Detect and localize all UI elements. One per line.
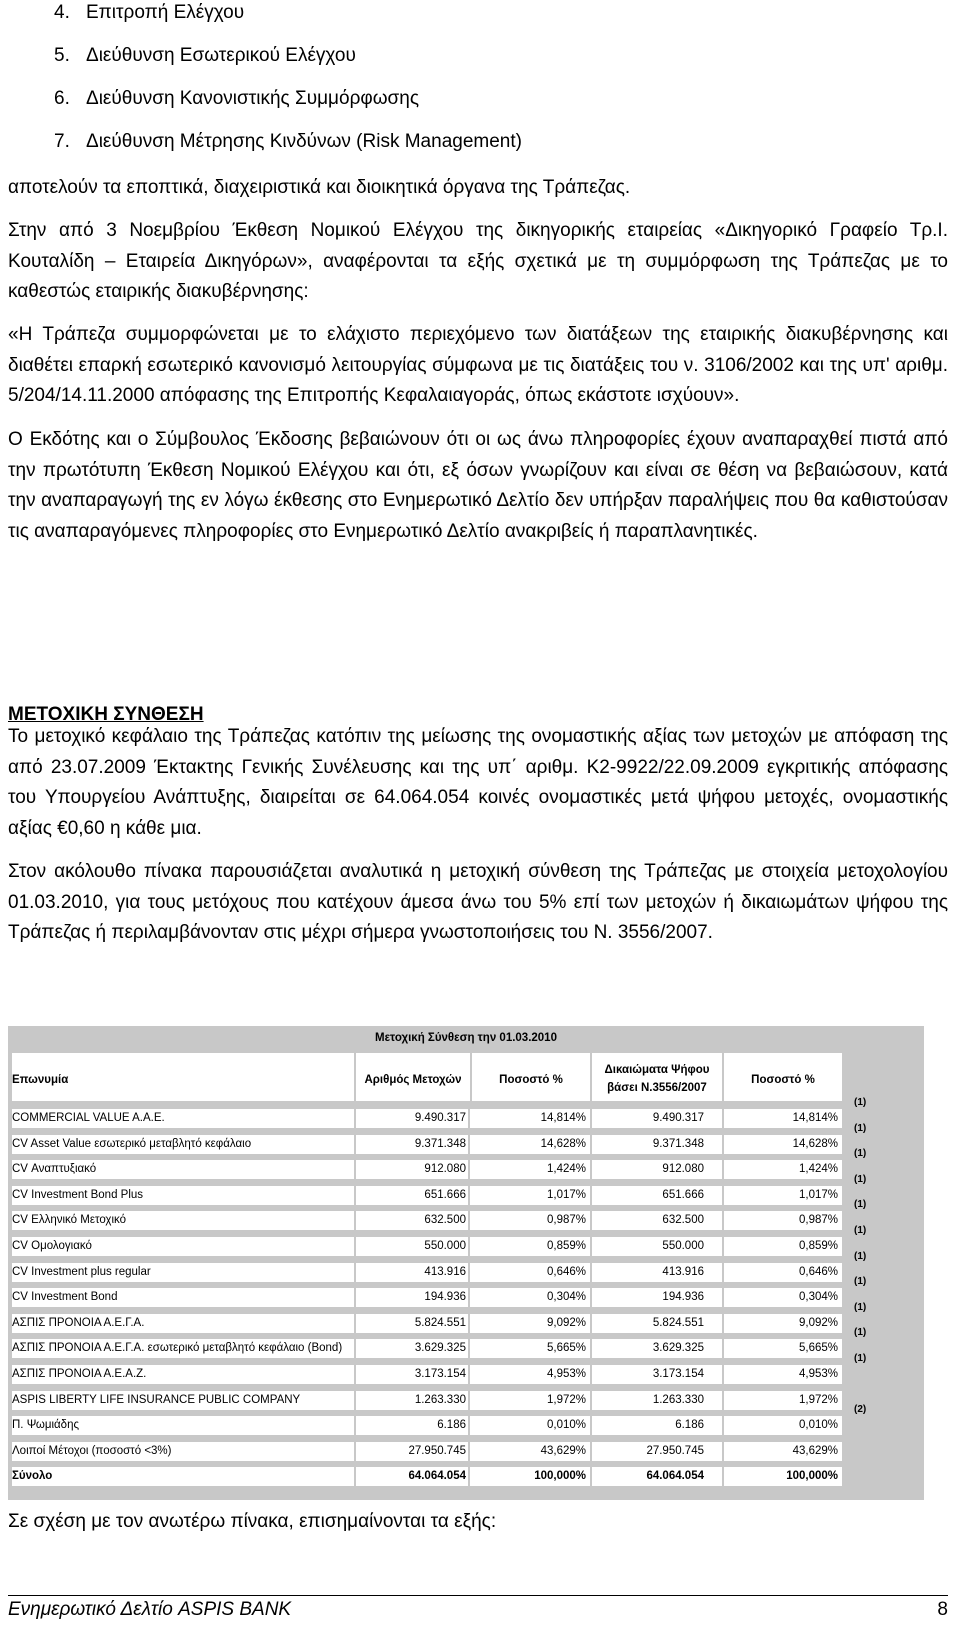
cell-votes: 9.490.317 bbox=[652, 1112, 704, 1124]
cell-pct: 5,665% bbox=[546, 1342, 586, 1355]
cell-votes: 194.936 bbox=[662, 1291, 704, 1304]
cell-votes: 9.371.348 bbox=[652, 1137, 704, 1150]
cell-pct2: 5,665% bbox=[798, 1342, 838, 1355]
footer-divider bbox=[8, 1595, 948, 1596]
cell-shares: 632.500 bbox=[424, 1214, 466, 1227]
cell-pct2: 14,814% bbox=[792, 1112, 838, 1124]
cell-pct: 14,814% bbox=[540, 1112, 586, 1124]
header-name: Επωνυμία bbox=[12, 1074, 69, 1086]
cell-votes: 1.263.330 bbox=[652, 1393, 704, 1406]
cell-pct: 1,017% bbox=[546, 1188, 586, 1201]
cell-shares: 550.000 bbox=[424, 1240, 466, 1252]
header-pct2: Ποσοστό % bbox=[751, 1074, 815, 1086]
table-row bbox=[8, 1148, 924, 1180]
footnote-marker: (1) bbox=[854, 1301, 867, 1313]
paragraph: Σε σχέση με τον ανωτέρω πίνακα, επισημαίνονται τα εξής: bbox=[8, 1511, 497, 1532]
cell-pct2: 0,010% bbox=[798, 1419, 838, 1432]
cell-pct: 0,646% bbox=[546, 1265, 586, 1278]
footnote-marker: (1) bbox=[854, 1122, 867, 1134]
list-item: 4. Επιτροπή Ελέγχου bbox=[54, 2, 245, 23]
footnote-marker: (2) bbox=[854, 1404, 867, 1416]
cell-shares: 6.186 bbox=[437, 1419, 466, 1432]
paragraph: Στην από 3 Νοεμβρίου Έκθεση Νομικού Ελέγχου της δικηγορικής εταιρείας «Δικηγορικό Γραφείο Τρ.Ι. Κουταλίδη – Εταιρεία Δικηγόρων», αναφέρονται τα εξής σχετικά με τη συμμόρφωση της Τράπεζας με το καθεστώς εταιρικής διακυβέρνησης: bbox=[8, 220, 948, 302]
cell-name: CV Investment Bond bbox=[12, 1291, 118, 1304]
section-heading: ΜΕΤΟΧΙΚΗ ΣΥΝΘΕΣΗ bbox=[8, 704, 204, 725]
paragraph: αποτελούν τα εποπτικά, διαχειριστικά και διοικητικά όργανα της Τράπεζας. bbox=[8, 177, 631, 198]
cell-name: COMMERCIAL VALUE A.A.E. bbox=[12, 1112, 165, 1124]
cell-pct: 0,859% bbox=[546, 1240, 586, 1252]
cell-shares: 194.936 bbox=[424, 1291, 466, 1304]
paragraph: Στον ακόλουθο πίνακα παρουσιάζεται αναλυτικά η μετοχική σύνθεση της Τράπεζας με στοιχεία μετοχολογίου 01.03.2010, για τους μετόχους που κατέχουν άμεσα άνω του 5% επί των μετοχών ή δικαιωμάτων ψήφου της Τράπεζας ή περιλαμβάνονταν στις μέχρι σήμερα γνωστοποιήσεις του Ν. 3556/2007. bbox=[8, 861, 948, 943]
table-row bbox=[8, 1097, 924, 1129]
table-row bbox=[8, 1250, 924, 1283]
table-row bbox=[8, 1173, 924, 1206]
header-pct: Ποσοστό % bbox=[499, 1074, 563, 1086]
footnote-marker: (1) bbox=[854, 1199, 867, 1211]
cell-shares: 3.629.325 bbox=[414, 1342, 466, 1355]
table-row bbox=[8, 1225, 924, 1257]
cell-votes: 64.064.054 bbox=[646, 1470, 704, 1483]
cell-votes: 413.916 bbox=[662, 1265, 704, 1278]
cell-shares: 9.490.317 bbox=[414, 1112, 466, 1124]
cell-name: ASPIS LIBERTY LIFE INSURANCE PUBLIC COMPANY bbox=[12, 1393, 301, 1406]
cell-pct2: 0,646% bbox=[798, 1265, 838, 1278]
cell-votes: 5.824.551 bbox=[652, 1316, 704, 1329]
cell-pct: 43,629% bbox=[540, 1444, 586, 1457]
footnote-marker: (1) bbox=[854, 1225, 867, 1236]
quote-paragraph: «Η Τράπεζα συμμορφώνεται με το ελάχιστο περιεχόμενο των διατάξεων της εταιρικής διακυβέρνησης και διαθέτει επαρκή εσωτερικό κανονισμό λειτουργίας σύμφωνα με τις διατάξεις του ν. 3106/2002 και της υπ' αριθμ. 5/204/14.11.2000 απόφασης της Επιτροπής Κεφαλαιαγοράς, όπως εκάστοτε ισχύουν». bbox=[8, 324, 948, 406]
table-row bbox=[8, 1353, 924, 1385]
cell-shares: 651.666 bbox=[424, 1188, 466, 1201]
list-item: 6. Διεύθυνση Κανονιστικής Συμμόρφωσης bbox=[54, 88, 419, 109]
cell-votes: 632.500 bbox=[662, 1214, 704, 1227]
cell-name: CV Αναπτυξιακό bbox=[12, 1163, 97, 1176]
table-row bbox=[8, 1389, 924, 1411]
cell-pct: 100,000% bbox=[534, 1470, 586, 1483]
cell-pct: 0,304% bbox=[546, 1291, 586, 1304]
cell-name: CV Investment plus regular bbox=[12, 1265, 151, 1278]
shareholder-table bbox=[8, 1026, 924, 1500]
cell-shares: 64.064.054 bbox=[408, 1470, 466, 1483]
cell-votes: 912.080 bbox=[662, 1163, 704, 1176]
table-row bbox=[8, 1276, 924, 1308]
cell-pct2: 1,017% bbox=[798, 1188, 838, 1201]
header-votes-line2: βάσει Ν.3556/2007 bbox=[607, 1082, 707, 1094]
table-row bbox=[8, 1199, 924, 1231]
cell-name: ΑΣΠΙΣ ΠΡΟΝΟΙΑ Α.Ε.Γ.Α. bbox=[12, 1316, 145, 1329]
table-row bbox=[8, 1122, 924, 1155]
cell-shares: 3.173.154 bbox=[414, 1368, 466, 1380]
cell-name: Π. Ψωμιάδης bbox=[12, 1419, 80, 1432]
cell-name: ΑΣΠΙΣ ΠΡΟΝΟΙΑ Α.Ε.Γ.Α. εσωτερικό μεταβλητό κεφάλαιο (Bond) bbox=[12, 1342, 343, 1355]
cell-name: CV Ελληνικό Μετοχικό bbox=[12, 1214, 127, 1227]
cell-pct2: 0,987% bbox=[798, 1214, 838, 1227]
cell-votes: 651.666 bbox=[662, 1188, 704, 1201]
cell-shares: 9.371.348 bbox=[414, 1137, 466, 1150]
cell-pct: 0,010% bbox=[546, 1419, 586, 1432]
list-item: 5. Διεύθυνση Εσωτερικού Ελέγχου bbox=[54, 45, 356, 66]
cell-votes: 550.000 bbox=[662, 1240, 704, 1252]
header-shares: Αριθμός Μετοχών bbox=[364, 1074, 462, 1086]
cell-shares: 1.263.330 bbox=[414, 1393, 466, 1406]
cell-votes: 6.186 bbox=[675, 1419, 704, 1432]
footnote-marker: (1) bbox=[854, 1250, 867, 1262]
cell-pct2: 14,628% bbox=[792, 1137, 838, 1150]
list-item: 7. Διεύθυνση Μέτρησης Κινδύνων (Risk Management) bbox=[54, 131, 522, 152]
cell-pct2: 1,972% bbox=[798, 1393, 838, 1406]
footnote-marker: (1) bbox=[854, 1148, 867, 1160]
cell-shares: 413.916 bbox=[424, 1265, 466, 1278]
cell-pct2: 100,000% bbox=[786, 1470, 838, 1483]
table-row bbox=[8, 1440, 924, 1462]
cell-votes: 3.629.325 bbox=[652, 1342, 704, 1355]
cell-name: Λοιποί Μέτοχοι (ποσοστό <3%) bbox=[12, 1444, 172, 1457]
cell-shares: 5.824.551 bbox=[414, 1316, 466, 1329]
header-votes-line1: Δικαιώματα Ψήφου bbox=[604, 1064, 710, 1076]
cell-pct: 0,987% bbox=[546, 1214, 586, 1227]
footnote-marker: (1) bbox=[854, 1327, 867, 1339]
cell-pct: 1,424% bbox=[546, 1163, 586, 1176]
cell-shares: 912.080 bbox=[424, 1163, 466, 1176]
cell-pct2: 4,953% bbox=[798, 1368, 838, 1380]
cell-name: ΑΣΠΙΣ ΠΡΟΝΟΙΑ Α.Ε.Α.Ζ. bbox=[12, 1368, 147, 1380]
cell-name: Σύνολο bbox=[12, 1470, 53, 1483]
table-row bbox=[8, 1404, 924, 1436]
cell-votes: 3.173.154 bbox=[652, 1368, 704, 1380]
table-title: Μετοχική Σύνθεση την 01.03.2010 bbox=[375, 1032, 557, 1044]
cell-pct: 4,953% bbox=[546, 1368, 586, 1380]
cell-pct2: 0,304% bbox=[798, 1291, 838, 1304]
cell-name: CV Ομολογιακό bbox=[12, 1240, 92, 1252]
footer-title: Ενημερωτικό Δελτίο ASPIS BANK bbox=[8, 1599, 292, 1620]
cell-shares: 27.950.745 bbox=[408, 1444, 466, 1457]
footnote-marker: (1) bbox=[854, 1173, 867, 1185]
cell-name: CV Asset Value εσωτερικό μεταβλητό κεφάλαιο bbox=[12, 1137, 252, 1150]
table-row bbox=[8, 1327, 924, 1359]
paragraph: Ο Εκδότης και ο Σύμβουλος Έκδοσης βεβαιώνουν ότι οι ως άνω πληροφορίες έχουν αναπαραχθεί πιστά από την πρωτότυπη Έκθεση Νομικού Ελέγχου και ότι, εξ όσων γνωρίζουν και είναι σε θέση να βεβαιώσουν, κατά την αναπαραγωγή της εν λόγω έκθεσης στο Ενημερωτικό Δελτίο δεν υπήρξαν παραλήψεις που θα καθιστούσαν τις αναπαραγόμενες πληροφορίες στο Ενημερωτικό Δελτίο ανακριβείς ή παραπλανητικές. bbox=[8, 429, 948, 542]
cell-pct2: 0,859% bbox=[798, 1240, 838, 1252]
cell-pct2: 9,092% bbox=[798, 1316, 838, 1329]
cell-pct: 14,628% bbox=[540, 1137, 586, 1150]
cell-pct2: 1,424% bbox=[798, 1163, 838, 1176]
table-total-row bbox=[8, 1465, 924, 1487]
cell-pct2: 43,629% bbox=[792, 1444, 838, 1457]
footnote-marker: (1) bbox=[854, 1097, 867, 1108]
cell-pct: 9,092% bbox=[546, 1316, 586, 1329]
paragraph: Το μετοχικό κεφάλαιο της Τράπεζας κατόπιν της μείωσης της ονομαστικής αξίας των μετοχών με απόφαση της από 23.07.2009 Έκτακτης Γενικής Συνέλευσης και της υπ΄ αριθμ. Κ2-9922/22.09.2009 εγκριτικής απόφασης του Υπουργείου Ανάπτυξης, διαιρείται σε 64.064.054 κοινές ονομαστικές μετά ψήφου μετοχές, ονομαστικής αξίας €0,60 η κάθε μια. bbox=[8, 726, 948, 839]
cell-pct: 1,972% bbox=[546, 1393, 586, 1406]
page-number: 8 bbox=[937, 1599, 948, 1620]
footnote-marker: (1) bbox=[854, 1276, 867, 1288]
footnote-marker: (1) bbox=[854, 1353, 867, 1364]
cell-votes: 27.950.745 bbox=[646, 1444, 704, 1457]
table-row bbox=[8, 1301, 924, 1334]
cell-name: CV Investment Bond Plus bbox=[12, 1188, 144, 1201]
